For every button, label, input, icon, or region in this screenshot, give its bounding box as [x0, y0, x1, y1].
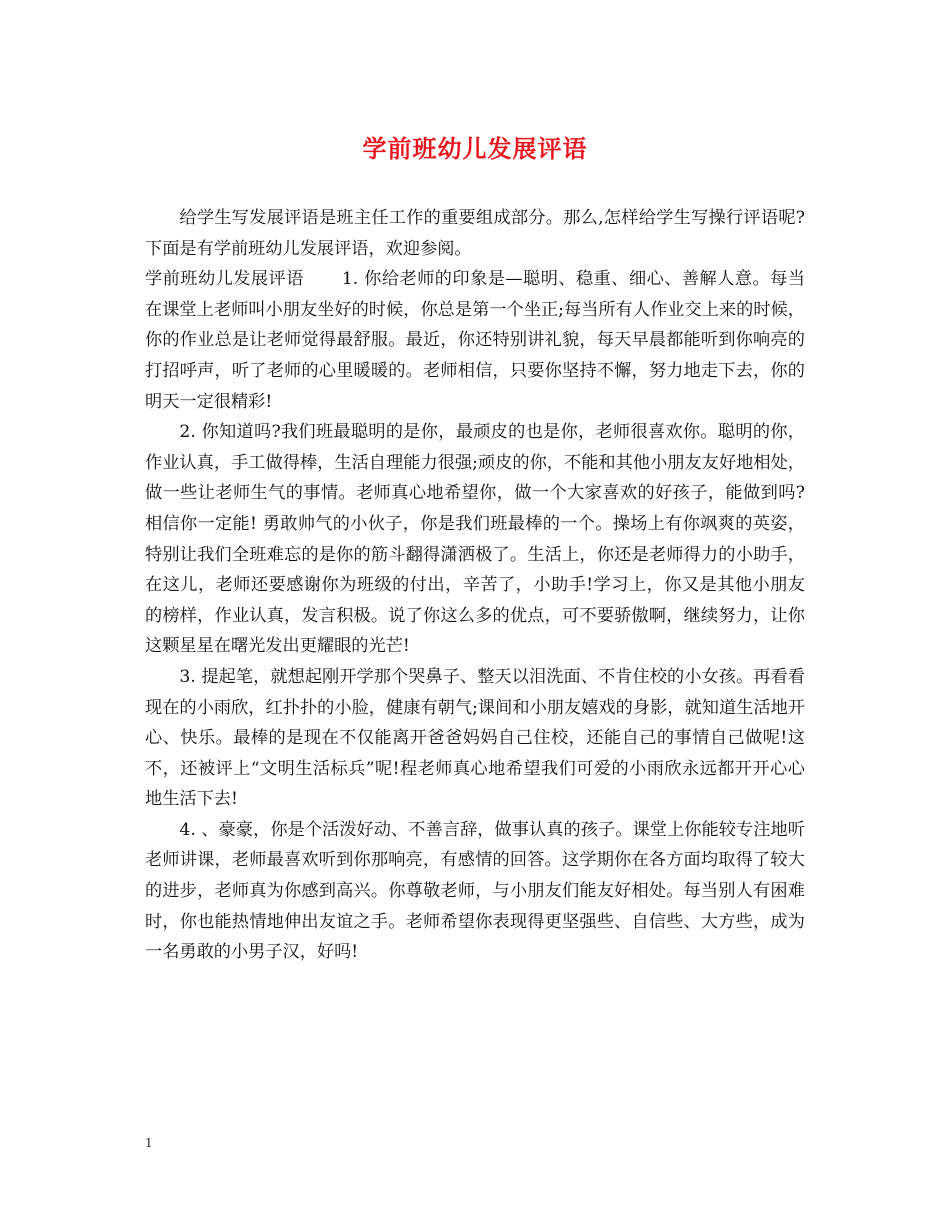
- section-heading: 学前班幼儿发展评语: [145, 269, 304, 290]
- page-number: 1: [145, 1136, 153, 1150]
- item-paragraph-3: 3. 提起笔，就想起刚开学那个哭鼻子、整天以泪洗面、不肯住校的小女孩。再看看现在的小雨欣，红扑扑的小脸，健康有朝气;课间和小朋友嬉戏的身影，就知道生活地开心、快乐。最棒的是现在不仅能离开爸爸妈妈自己住校，还能自己的事情自己做呢!这不，还被评上“文明生活标兵”呢!程老师真心地希望我们可爱的小雨欣永远都开开心心地生活下去!: [145, 666, 805, 810]
- document-title: 学前班幼儿发展评语: [362, 134, 588, 163]
- intro-paragraph: 给学生写发展评语是班主任工作的重要组成部分。那么,怎样给学生写操行评语呢?下面是有学前班幼儿发展评语，欢迎参阅。: [145, 208, 805, 259]
- item-paragraph-1: [145, 264, 805, 417]
- item-paragraph-2: 2. 你知道吗?我们班最聪明的是你，最顽皮的也是你，老师很喜欢你。聪明的你，作业认真，手工做得棒，生活自理能力很强;顽皮的你，不能和其他小朋友友好地相处，做一些让老师生气的事情。老师真心地希望你，做一个大家喜欢的好孩子，能做到吗?相信你一定能! 勇敢帅气的小伙子，你是我们班最棒的一个。操场上有你飒爽的英姿，特别让我们全班难忘的是你的筋斗翻得潇洒极了。生活上，你还是老师得力的小助手，在这儿，老师还要感谢你为班级的付出，辛苦了，小助手!学习上，你又是其他小朋友的榜样，作业认真，发言积极。说了你这么多的优点，可不要骄傲啊，继续努力，让你这颗星星在曙光发出更耀眼的光芒!: [145, 422, 805, 657]
- item-paragraph-4: 4. 、豪豪，你是个活泼好动、不善言辞，做事认真的孩子。课堂上你能较专注地听老师讲课，老师最喜欢听到你那响亮，有感情的回答。这学期你在各方面均取得了较大的进步，老师真为你感到高兴。你尊敬老师，与小朋友们能友好相处。每当别人有困难时，你也能热情地伸出友谊之手。老师希望你表现得更坚强些、自信些、大方些，成为一名勇敢的小男子汉，好吗!: [145, 819, 805, 963]
- item-text-1: 1. 你给老师的印象是—聪明、稳重、细心、善解人意。每当在课堂上老师叫小朋友坐好的时候，你总是第一个坐正;每当所有人作业交上来的时候，你的作业总是让老师觉得最舒服。最近，你还特别讲礼貌，每天早晨都能听到你响亮的打招呼声，听了老师的心里暖暖的。老师相信，只要你坚持不懈，努力地走下去，你的明天一定很精彩!: [145, 269, 805, 412]
- document-body: [145, 203, 805, 968]
